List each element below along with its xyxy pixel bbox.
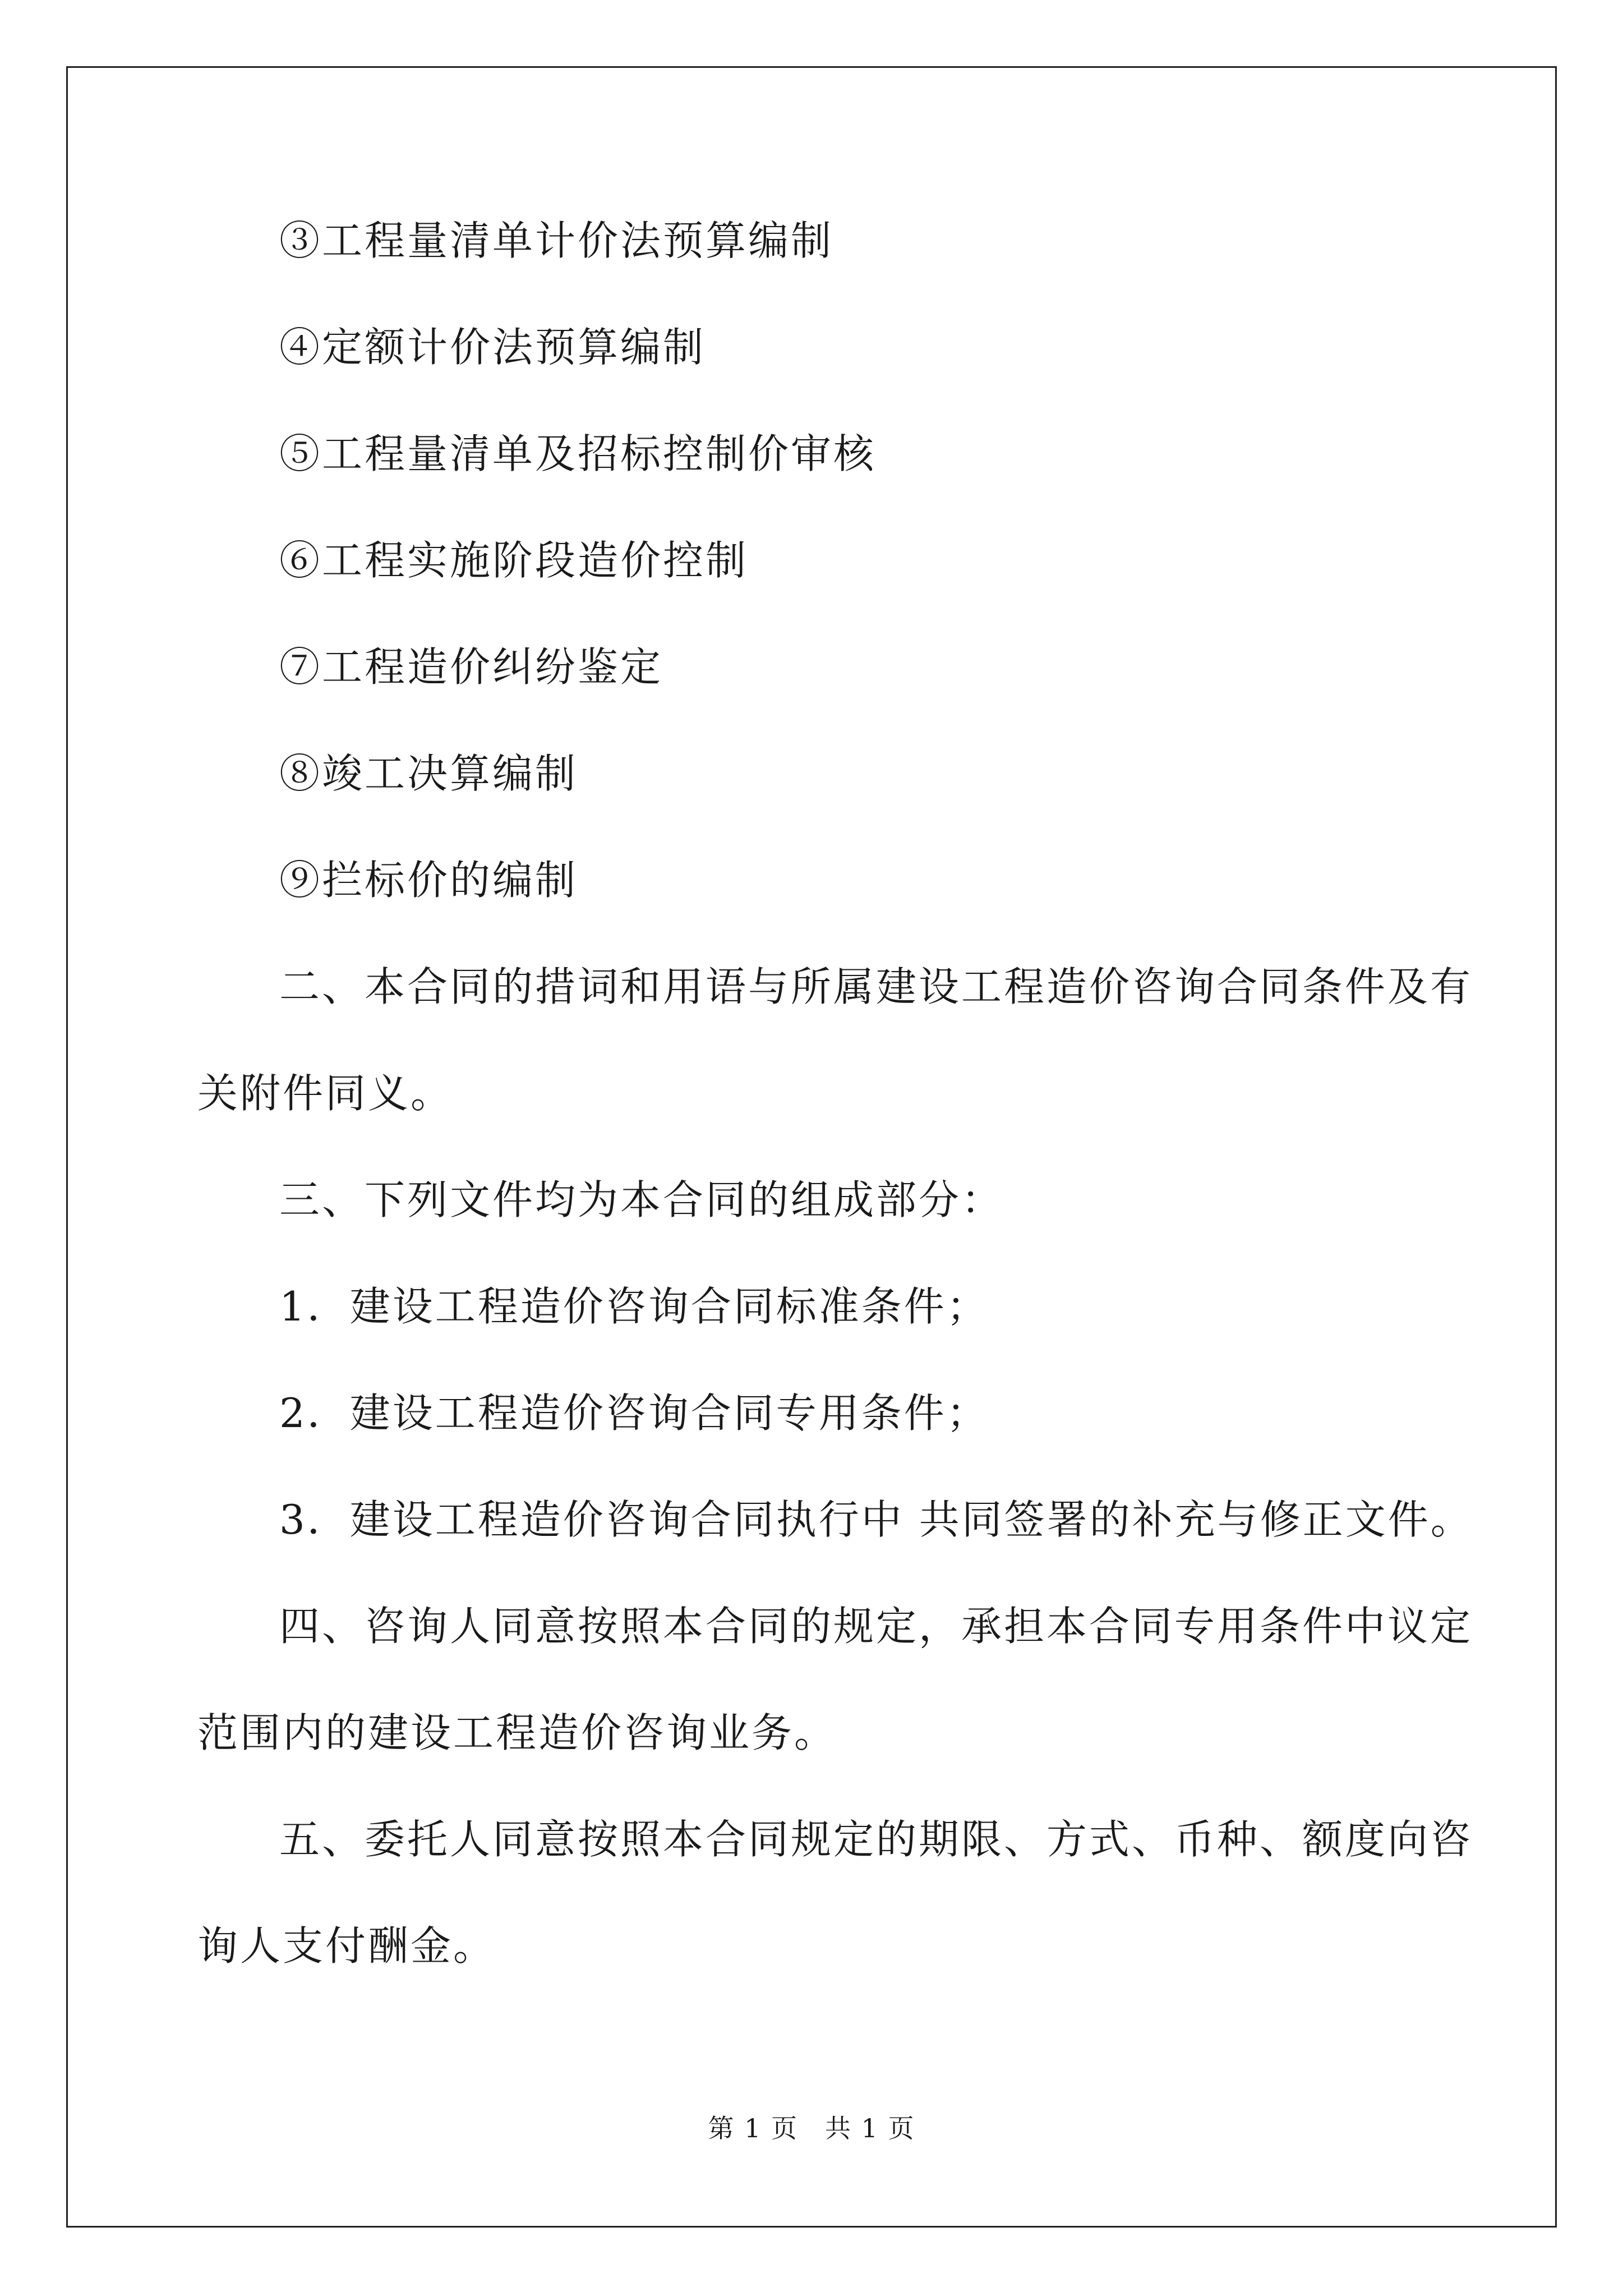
clause-3-heading: 三、下列文件均为本合同的组成部分： xyxy=(279,1176,1004,1223)
clause-5-line2: 询人支付酬金。 xyxy=(197,1922,496,1970)
list-item: ⑦工程造价纠纷鉴定 xyxy=(279,643,663,691)
list-item: ⑧竣工决算编制 xyxy=(279,750,578,797)
clause-4-line2: 范围内的建设工程造价咨询业务。 xyxy=(197,1709,837,1756)
clause-4-line1: 四、咨询人同意按照本合同的规定，承担本合同专用条件中议定 xyxy=(279,1603,1473,1650)
clause-3-item: 2．建设工程造价咨询合同专用条件； xyxy=(279,1389,989,1437)
list-item: ⑨拦标价的编制 xyxy=(279,857,578,904)
clause-3-item: 3．建设工程造价咨询合同执行中 共同签署的补充与修正文件。 xyxy=(279,1496,1473,1543)
page-footer: 第 1 页 共 1 页 xyxy=(708,2113,915,2143)
clause-5-line1: 五、委托人同意按照本合同规定的期限、方式、币种、额度向咨 xyxy=(279,1816,1473,1863)
list-item: ⑤工程量清单及招标控制价审核 xyxy=(279,430,877,477)
clause-2-line2: 关附件同义。 xyxy=(197,1070,454,1117)
clause-2-line1: 二、本合同的措词和用语与所属建设工程造价咨询合同条件及有 xyxy=(279,963,1473,1010)
clause-3-item: 1．建设工程造价咨询合同标准条件； xyxy=(279,1283,989,1330)
list-item: ⑥工程实施阶段造价控制 xyxy=(279,537,749,584)
list-item: ③工程量清单计价法预算编制 xyxy=(279,217,834,264)
page-border xyxy=(66,66,1557,2228)
list-item: ④定额计价法预算编制 xyxy=(279,324,706,371)
